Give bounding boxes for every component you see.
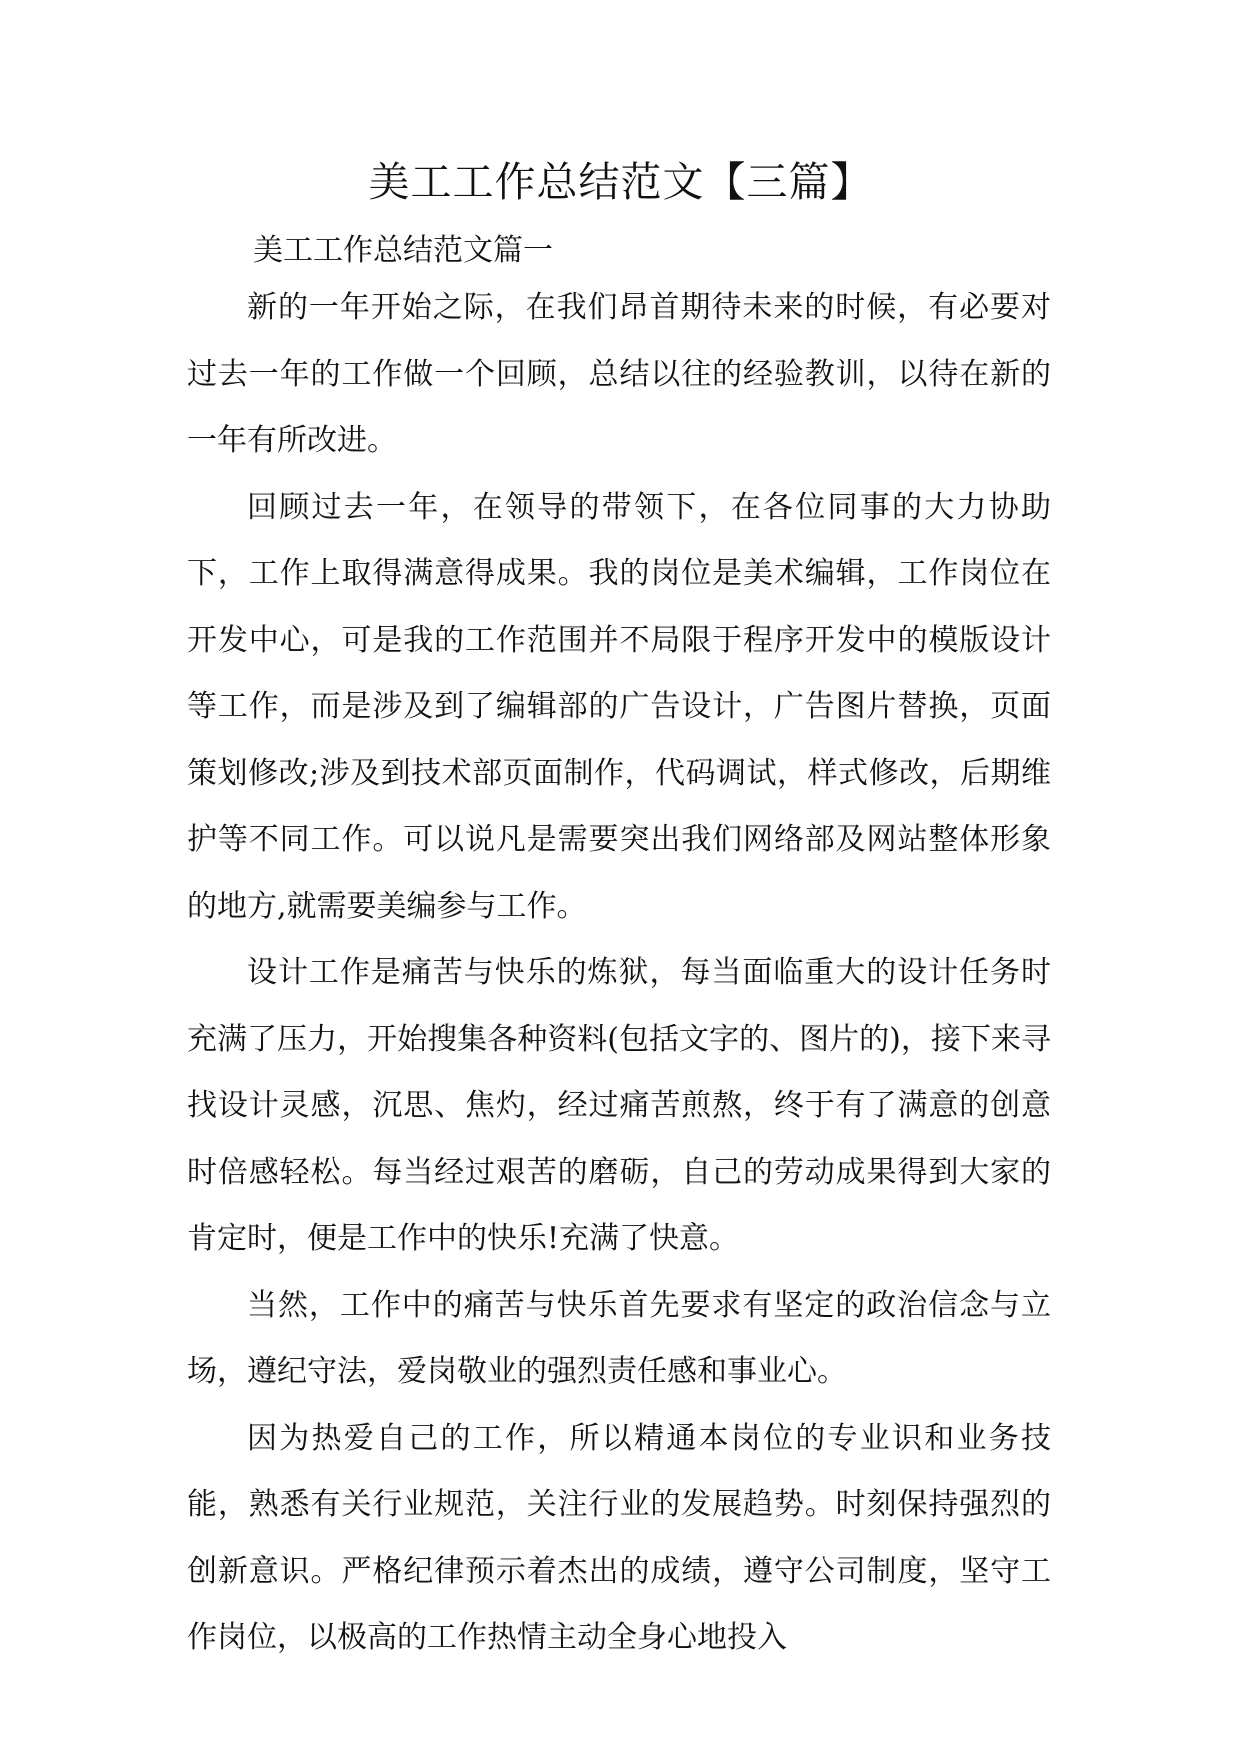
paragraph-1: 新的一年开始之际，在我们昂首期待未来的时候，有必要对过去一年的工作做一个回顾，总结以往的经验教训，以待在新的一年有所改进。 (187, 290, 1051, 458)
paragraph-2: 回顾过去一年，在领导的带领下，在各位同事的大力协助下，工作上取得满意得成果。我的岗位是美术编辑，工作岗位在开发中心，可是我的工作范围并不局限于程序开发中的模版设计等工作，而是涉及到了编辑部的广告设计，广告图片替换，页面策划修改;涉及到技术部页面制作，代码调试，样式修改，后期维护等不同工作。可以说凡是需要突出我们网络部及网站整体形象的地方,就需要美编参与工作。 (187, 489, 1051, 924)
paragraph-4: 当然，工作中的痛苦与快乐首先要求有坚定的政治信念与立场，遵纪守法，爱岗敬业的强烈责任感和事业心。 (187, 1287, 1051, 1389)
section-heading: 美工工作总结范文篇一 (253, 233, 553, 268)
paragraph-5: 因为热爱自己的工作，所以精通本岗位的专业识和业务技能，熟悉有关行业规范，关注行业的发展趋势。时刻保持强烈的创新意识。严格纪律预示着杰出的成绩，遵守公司制度，坚守工作岗位，以极高的工作热情主动全身心地投入 (187, 1420, 1051, 1655)
document-title: 美工工作总结范文【三篇】 (368, 158, 873, 206)
document-body (187, 275, 1051, 1672)
paragraph-3: 设计工作是痛苦与快乐的炼狱，每当面临重大的设计任务时充满了压力，开始搜集各种资料(包括文字的、图片的)，接下来寻找设计灵感，沉思、焦灼，经过痛苦煎熬，终于有了满意的创意时倍感轻松。每当经过艰苦的磨砺，自己的劳动成果得到大家的肯定时，便是工作中的快乐!充满了快意。 (187, 955, 1051, 1256)
